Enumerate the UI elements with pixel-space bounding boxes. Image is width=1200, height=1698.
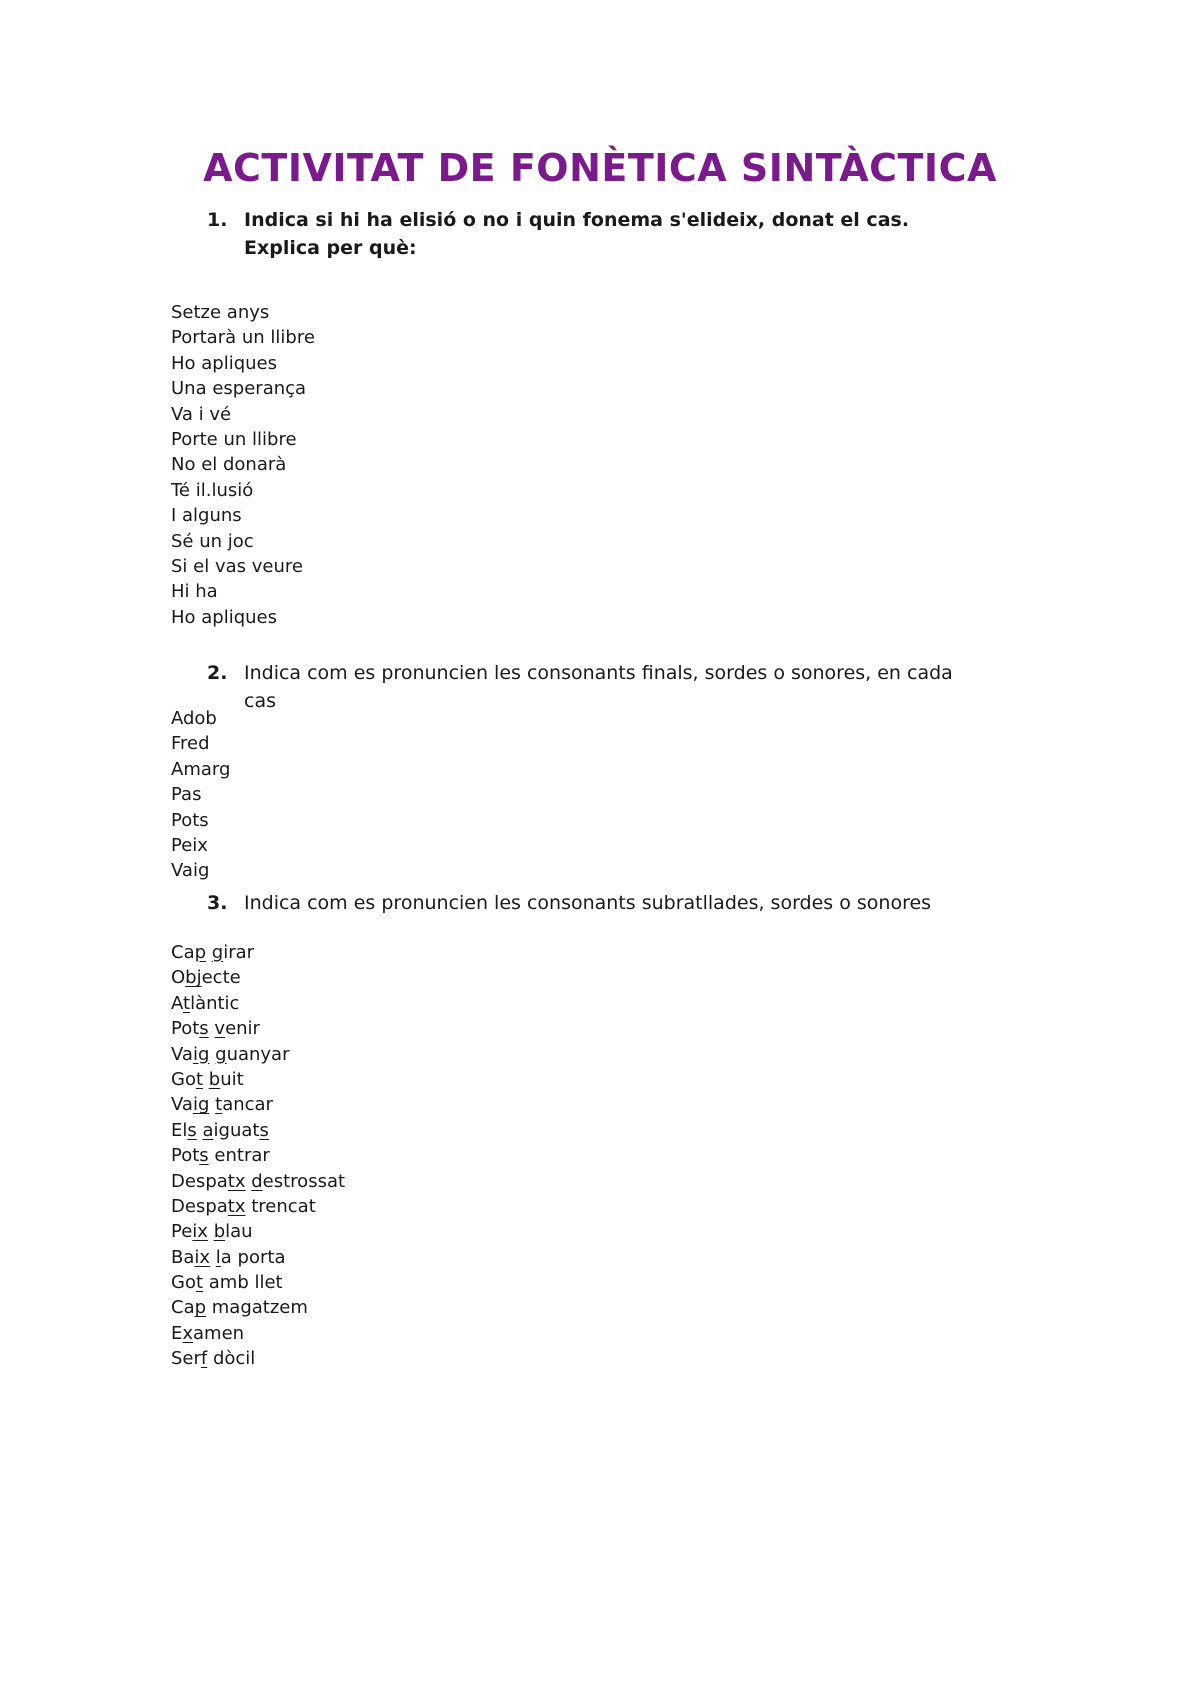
list-item: [171, 1295, 345, 1320]
list-item: [171, 940, 345, 965]
list-item: Vaig: [171, 860, 210, 882]
question-3-number: 3.: [207, 892, 228, 914]
underlined-consonant: l: [215, 1246, 221, 1268]
list-item: [171, 1016, 345, 1041]
item-text: Ba: [171, 1246, 195, 1268]
item-text: amb llet: [203, 1272, 283, 1294]
question-1: [207, 206, 987, 262]
page-title: ACTIVITAT DE FONÈTICA SINTÀCTICA: [203, 146, 997, 190]
item-text: Despa: [171, 1170, 228, 1192]
underlined-consonant: s: [199, 1145, 209, 1167]
list-item: Hi ha: [171, 581, 218, 603]
item-text: Pot: [171, 1018, 200, 1040]
list-item: Porte un llibre: [171, 428, 297, 450]
question-3: [207, 889, 987, 917]
item-text: amen: [193, 1322, 245, 1344]
list-item: No el donarà: [171, 454, 287, 476]
question-1-text: Indica si hi ha elisió o no i quin fonema s'elideix, donat el cas. Explica per què:: [244, 209, 910, 259]
item-text: Ser: [171, 1348, 201, 1370]
item-text: làntic: [190, 992, 240, 1014]
underlined-consonant: g: [211, 942, 224, 963]
underlined-consonant: bj: [185, 967, 202, 989]
list-item: [171, 1219, 345, 1244]
list-item: [171, 1270, 345, 1295]
list-item: Una esperança: [171, 378, 307, 400]
list-item: Va i vé: [171, 403, 232, 425]
underlined-consonant: ig: [192, 1094, 210, 1116]
underlined-consonant: ix: [192, 1221, 208, 1243]
question-3-items: [171, 940, 345, 1372]
item-text: ancar: [222, 1094, 273, 1116]
underlined-consonant: s: [187, 1119, 197, 1141]
item-text: El: [171, 1119, 188, 1141]
item-text: Va: [171, 1043, 193, 1065]
list-item: I alguns: [171, 505, 242, 527]
underlined-consonant: v: [214, 1018, 226, 1040]
item-text: Ca: [171, 1297, 195, 1319]
item-text: magatzem: [206, 1297, 308, 1319]
list-item: Adob: [171, 708, 217, 729]
underlined-consonant: s: [259, 1119, 269, 1141]
list-item: [171, 1118, 345, 1143]
list-item: Fred: [171, 733, 210, 755]
item-text: Ca: [171, 942, 195, 963]
item-text: E: [171, 1322, 183, 1344]
underlined-consonant: a: [202, 1119, 214, 1141]
list-item: Setze anys: [171, 302, 270, 323]
item-text: trencat: [245, 1195, 316, 1217]
list-item: Pas: [171, 784, 202, 806]
underlined-consonant: g: [215, 1043, 227, 1065]
list-item: [171, 1143, 345, 1168]
underlined-consonant: b: [208, 1068, 221, 1090]
item-text: Va: [171, 1094, 193, 1116]
item-text: ecte: [201, 967, 241, 989]
list-item: Sé un joc: [171, 530, 254, 552]
underlined-consonant: b: [213, 1221, 226, 1243]
list-item: [171, 965, 345, 990]
list-item: [171, 1067, 345, 1092]
underlined-consonant: ix: [194, 1246, 211, 1268]
underlined-consonant: t: [215, 1094, 223, 1116]
item-text: uanyar: [226, 1043, 290, 1065]
item-text: Despa: [171, 1195, 228, 1217]
question-2-items: [171, 706, 230, 884]
underlined-consonant: ig: [192, 1043, 210, 1065]
list-item: [171, 1321, 345, 1346]
underlined-consonant: t: [183, 992, 191, 1014]
list-item: Pots: [171, 809, 209, 831]
question-3-text: Indica com es pronuncien les consonants subratllades, sordes o sonores: [244, 892, 932, 914]
question-2-text: Indica com es pronuncien les consonants finals, sordes o sonores, en cada cas: [244, 662, 953, 712]
list-item: [171, 1042, 345, 1067]
underlined-consonant: t: [195, 1272, 204, 1294]
underlined-consonant: d: [251, 1170, 263, 1192]
item-text: Pot: [171, 1145, 200, 1167]
item-text: O: [171, 967, 186, 989]
underlined-consonant: tx: [227, 1170, 246, 1192]
question-2-number: 2.: [207, 662, 228, 684]
item-text: Pe: [171, 1221, 193, 1243]
list-item: Si el vas veure: [171, 555, 303, 577]
question-1-number: 1.: [207, 209, 228, 231]
item-text: iguat: [213, 1119, 260, 1141]
list-item: Portarà un llibre: [171, 327, 315, 349]
list-item: Amarg: [171, 758, 231, 780]
item-text: Go: [171, 1068, 196, 1090]
list-item: [171, 1245, 345, 1270]
underlined-consonant: s: [199, 1018, 209, 1040]
item-text: A: [171, 992, 183, 1014]
question-2: [207, 659, 987, 715]
question-1-items: [171, 300, 315, 630]
item-text: a porta: [220, 1246, 286, 1268]
list-item: [171, 1169, 345, 1194]
item-text: estrossat: [262, 1170, 346, 1192]
list-item: [171, 1194, 345, 1219]
list-item: [171, 1092, 345, 1117]
underlined-consonant: tx: [227, 1195, 246, 1217]
underlined-consonant: x: [182, 1322, 194, 1344]
item-text: entrar: [208, 1145, 270, 1167]
list-item: Ho apliques: [171, 606, 278, 628]
item-text: lau: [225, 1221, 253, 1243]
list-item: Peix: [171, 834, 208, 856]
list-item: [171, 1346, 345, 1371]
underlined-consonant: t: [195, 1068, 204, 1090]
underlined-consonant: p: [194, 1297, 207, 1319]
item-text: irar: [223, 942, 255, 963]
list-item: Ho apliques: [171, 352, 278, 374]
item-text: dòcil: [207, 1348, 256, 1370]
item-text: uit: [220, 1068, 244, 1090]
item-text: Go: [171, 1272, 196, 1294]
item-text: enir: [225, 1018, 260, 1040]
list-item: Té il.lusió: [171, 479, 254, 501]
list-item: [171, 991, 345, 1016]
underlined-consonant: p: [194, 942, 207, 963]
underlined-consonant: f: [200, 1348, 208, 1370]
